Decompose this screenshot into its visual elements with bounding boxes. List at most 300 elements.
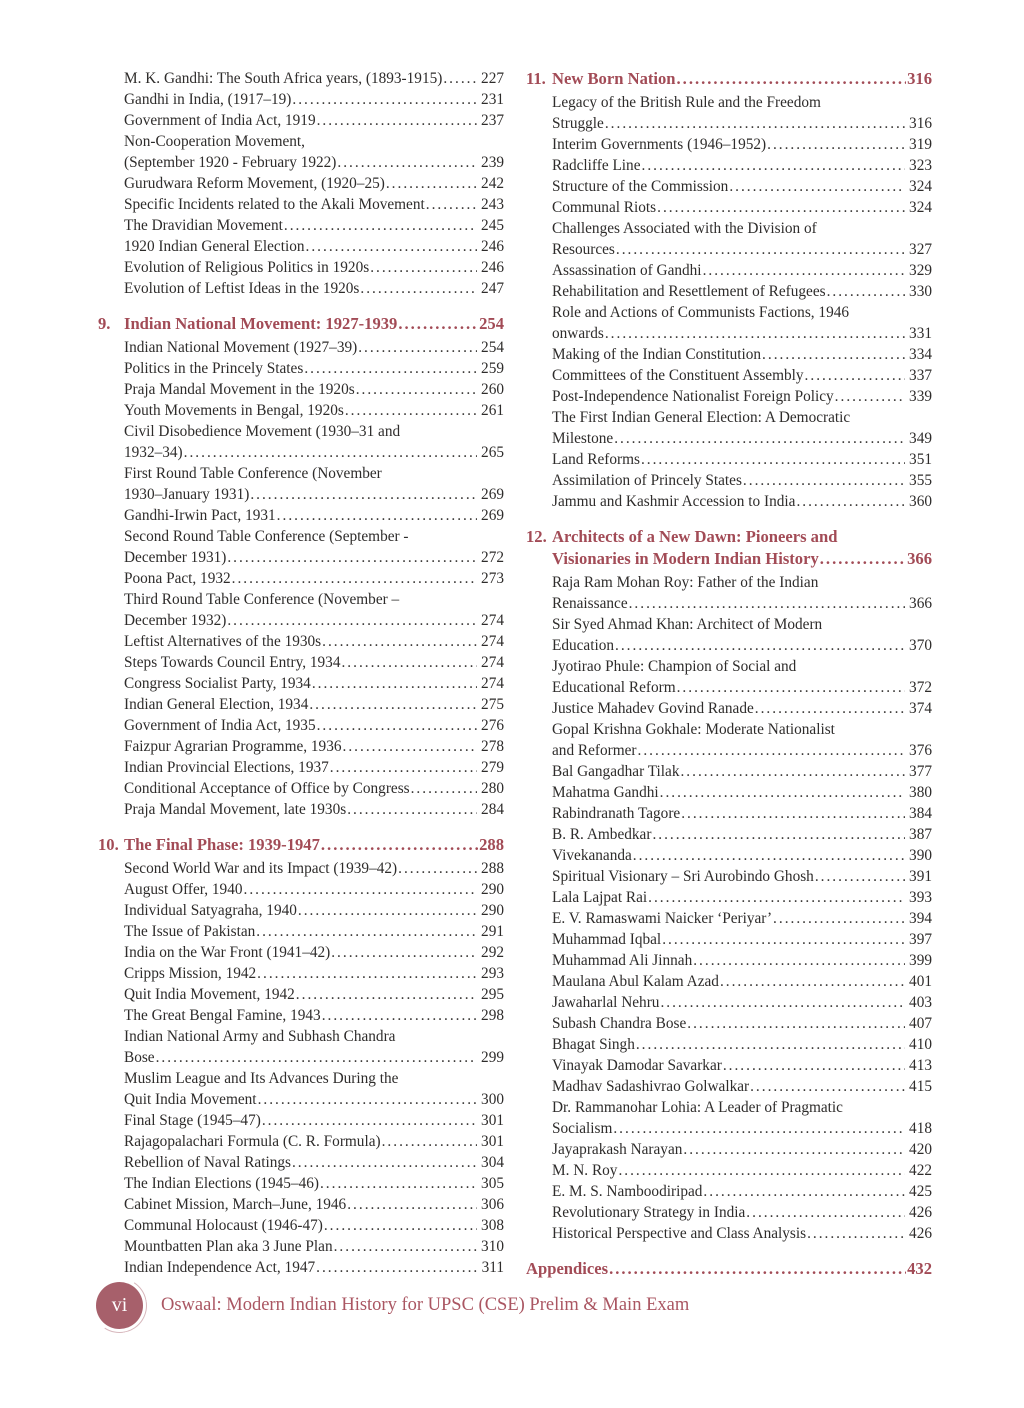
toc-line: [124, 942, 504, 963]
toc-page-number: 269: [481, 486, 504, 503]
toc-line: [124, 652, 504, 673]
toc-page-number: 355: [909, 472, 932, 489]
toc-page-number: 391: [909, 868, 932, 885]
toc-entry-text: Resources: [552, 241, 615, 258]
toc-entry: [124, 715, 504, 736]
dot-leader: [642, 155, 906, 176]
dot-leader: [807, 1223, 905, 1244]
toc-line: [552, 908, 932, 929]
toc-section-entries: [552, 92, 932, 512]
toc-page-number: 295: [481, 986, 504, 1003]
toc-entry: [124, 194, 504, 215]
toc-page-number: 407: [909, 1015, 932, 1032]
toc-page-number: 339: [909, 388, 932, 405]
toc-entry: [552, 803, 932, 824]
toc-entry-text: Indian National Movement: 1927-1939: [124, 314, 398, 333]
toc-page-number: 366: [909, 595, 932, 612]
toc-line: [552, 1013, 932, 1034]
toc-entry-text: Appendices: [526, 1259, 609, 1278]
toc-section-heading: [526, 526, 932, 570]
toc-entry: [124, 694, 504, 715]
dot-leader: [638, 740, 905, 761]
toc-entry-text: Rebellion of Naval Ratings: [124, 1154, 291, 1171]
toc-entry: [124, 400, 504, 421]
toc-line: [552, 176, 932, 197]
toc-line: [552, 698, 932, 719]
toc-line: [124, 1047, 504, 1068]
toc-line: [552, 614, 932, 635]
dot-leader: [343, 736, 477, 757]
toc-entry-text: Legacy of the British Rule and the Freedom: [552, 94, 821, 111]
toc-entry: [124, 215, 504, 236]
dot-leader: [618, 1160, 905, 1181]
toc-entry: [124, 1005, 504, 1026]
toc-entry: [552, 761, 932, 782]
toc-entry-text: New Born Nation: [552, 69, 676, 88]
toc-line: [124, 1131, 504, 1152]
toc-entry-text: Radcliffe Line: [552, 157, 641, 174]
toc-entry-text: Muhammad Ali Jinnah: [552, 952, 693, 969]
toc-entry: [124, 173, 504, 194]
toc-line: [552, 845, 932, 866]
toc-line: [124, 236, 504, 257]
toc-entry: [552, 365, 932, 386]
toc-entry: [552, 1139, 932, 1160]
toc-entry-text: Interim Governments (1946–1952): [552, 136, 767, 153]
toc-page-number: 254: [479, 314, 504, 333]
toc-entry-text: The Issue of Pakistan: [124, 923, 256, 940]
toc-page-number: 308: [481, 1217, 504, 1234]
toc-page-number: 390: [909, 847, 932, 864]
toc-entry: [124, 568, 504, 589]
toc-entry-text: Quit India Movement, 1942: [124, 986, 295, 1003]
toc-line: [552, 197, 932, 218]
toc-page-number: 300: [481, 1091, 504, 1108]
toc-line: [124, 834, 504, 856]
toc-entry-text: 1930–January 1931): [124, 486, 250, 503]
dot-leader: [184, 442, 477, 463]
toc-line: [552, 782, 932, 803]
toc-line: [552, 1034, 932, 1055]
toc-entry: [552, 992, 932, 1013]
toc-entry: [124, 1173, 504, 1194]
toc-line: [526, 1258, 932, 1280]
toc-page-number: 376: [909, 742, 932, 759]
toc-entry-text: First Round Table Conference (November: [124, 465, 382, 482]
toc-entry-text: Congress Socialist Party, 1934: [124, 675, 311, 692]
toc-line: [552, 719, 932, 740]
toc-page-number: 299: [481, 1049, 504, 1066]
toc-entry: [124, 526, 504, 568]
toc-entry-text: Specific Incidents related to the Akali Movement: [124, 196, 425, 213]
dot-leader: [746, 1202, 905, 1223]
toc-entry-text: Assimilation of Princely States: [552, 472, 742, 489]
dot-leader: [835, 386, 905, 407]
toc-entry: [552, 845, 932, 866]
toc-line: [124, 400, 504, 421]
dot-leader: [677, 677, 905, 698]
dot-leader: [320, 1173, 477, 1194]
toc-line: [552, 386, 932, 407]
toc-line: [124, 379, 504, 400]
toc-line: [552, 428, 932, 449]
toc-entry-text: Land Reforms: [552, 451, 640, 468]
toc-entry-text: Cripps Mission, 1942: [124, 965, 257, 982]
toc-entry: [124, 1215, 504, 1236]
dot-leader: [773, 908, 905, 929]
toc-line: [124, 1089, 504, 1110]
toc-entry: [552, 908, 932, 929]
toc-entry: [124, 858, 504, 879]
toc-entry-text: Final Stage (1945–47): [124, 1112, 261, 1129]
toc-entry-text: Indian National Movement (1927–39): [124, 339, 358, 356]
toc-page-number: 290: [481, 902, 504, 919]
toc-page-number: 366: [907, 549, 932, 568]
toc-page-number: 259: [481, 360, 504, 377]
dot-leader: [411, 778, 477, 799]
toc-entry: [552, 971, 932, 992]
dot-leader: [156, 1047, 477, 1068]
toc-section-heading: [526, 68, 932, 90]
toc-entry-text: Evolution of Leftist Ideas in the 1920s: [124, 280, 360, 297]
toc-line: [552, 656, 932, 677]
toc-section-title: [552, 68, 932, 90]
toc-entry-text: Cabinet Mission, March–June, 1946: [124, 1196, 347, 1213]
toc-entry-text: Role and Actions of Communists Factions, 1946: [552, 304, 850, 321]
dot-leader: [386, 173, 477, 194]
toc-entry-text: Vinayak Damodar Savarkar: [552, 1057, 722, 1074]
dot-leader: [284, 215, 477, 236]
dot-leader: [321, 834, 478, 856]
toc-entry: [124, 257, 504, 278]
toc-entry-text: Educational Reform: [552, 679, 676, 696]
toc-entry-text: Socialism: [552, 1120, 613, 1137]
dot-leader: [827, 281, 905, 302]
dot-leader: [382, 1131, 477, 1152]
dot-leader: [292, 1152, 477, 1173]
toc-section-heading: [526, 1258, 932, 1280]
toc-page-number: 374: [909, 700, 932, 717]
toc-line: [124, 921, 504, 942]
toc-entry: [124, 89, 504, 110]
toc-page-number: 292: [481, 944, 504, 961]
dot-leader: [292, 89, 477, 110]
toc-page-number: 280: [481, 780, 504, 797]
toc-line: [552, 593, 932, 614]
toc-page-number: 316: [907, 69, 932, 88]
toc-page-number: 394: [909, 910, 932, 927]
toc-section-title: [526, 1258, 932, 1280]
dot-leader: [298, 900, 477, 921]
dot-leader: [443, 68, 477, 89]
dot-leader: [633, 845, 905, 866]
toc-entry-text: Mountbatten Plan aka 3 June Plan: [124, 1238, 333, 1255]
toc-entry-text: Indian Provincial Elections, 1937: [124, 759, 329, 776]
toc-entry-text: Faizpur Agrarian Programme, 1936: [124, 738, 342, 755]
dot-leader: [743, 470, 905, 491]
dot-leader: [657, 197, 905, 218]
toc-entry-text: Challenges Associated with the Division of: [552, 220, 817, 237]
toc-page-number: 301: [481, 1133, 504, 1150]
toc-entry-text: Struggle: [552, 115, 604, 132]
toc-entry: [552, 1034, 932, 1055]
toc-line: [552, 134, 932, 155]
toc-section: [98, 834, 504, 1278]
toc-section-heading: [98, 313, 504, 335]
toc-page-number: 370: [909, 637, 932, 654]
toc-entry: [552, 197, 932, 218]
toc-entry-text: Spiritual Visionary – Sri Aurobindo Ghosh: [552, 868, 814, 885]
toc-entry: [552, 281, 932, 302]
toc-entry-text: Jammu and Kashmir Accession to India: [552, 493, 796, 510]
toc-entry-text: Government of India Act, 1935: [124, 717, 316, 734]
toc-entry-text: Historical Perspective and Class Analysis: [552, 1225, 807, 1242]
toc-entry: [124, 879, 504, 900]
toc-entry: [552, 698, 932, 719]
toc-line: [552, 1139, 932, 1160]
toc-entry: [552, 470, 932, 491]
toc-entry: [124, 942, 504, 963]
toc-section-title: [124, 834, 504, 856]
toc-entry: [124, 1026, 504, 1068]
toc-entry: [552, 176, 932, 197]
toc-line: [124, 778, 504, 799]
toc-entry: [124, 963, 504, 984]
toc-page-number: 324: [909, 178, 932, 195]
toc-line: [124, 442, 504, 463]
toc-section-number: 11.: [526, 69, 546, 88]
toc-entry-text: Communal Holocaust (1946-47): [124, 1217, 323, 1234]
toc-page-number: 349: [909, 430, 932, 447]
toc-line: [552, 1055, 932, 1076]
dot-leader: [360, 278, 477, 299]
dot-leader: [616, 239, 905, 260]
dot-leader: [322, 1005, 477, 1026]
toc-entry: [124, 1236, 504, 1257]
dot-leader: [324, 1215, 477, 1236]
toc-columns: [98, 68, 932, 1282]
toc-line: [124, 1110, 504, 1131]
toc-page-number: 276: [481, 717, 504, 734]
toc-line: [552, 1160, 932, 1181]
toc-entry-text: Communal Riots: [552, 199, 657, 216]
dot-leader: [244, 879, 478, 900]
toc-page-number: 291: [481, 923, 504, 940]
dot-leader: [250, 484, 477, 505]
toc-line: [552, 887, 932, 908]
toc-line: [124, 194, 504, 215]
toc-line: [124, 1194, 504, 1215]
toc-line: [124, 568, 504, 589]
dot-leader: [677, 68, 906, 90]
toc-entry-text: Bhagat Singh: [552, 1036, 635, 1053]
toc-entry-text: Lala Lajpat Rai: [552, 889, 648, 906]
dot-leader: [316, 1257, 477, 1278]
toc-entry: [124, 358, 504, 379]
toc-line: [552, 740, 932, 761]
toc-page-number: 330: [909, 283, 932, 300]
toc-entry-text: Second World War and its Impact (1939–42): [124, 860, 398, 877]
toc-page-number: 274: [481, 633, 504, 650]
toc-line: [124, 589, 504, 610]
dot-leader: [337, 152, 477, 173]
toc-entry-text: Raja Ram Mohan Roy: Father of the Indian: [552, 574, 819, 591]
toc-page-number: 403: [909, 994, 932, 1011]
toc-line: [552, 635, 932, 656]
toc-entry-text: Poona Pact, 1932: [124, 570, 231, 587]
toc-entry-text: Indian Independence Act, 1947: [124, 1259, 316, 1276]
toc-entry-text: Muslim League and Its Advances During the: [124, 1070, 399, 1087]
toc-line: [124, 337, 504, 358]
toc-entry: [124, 589, 504, 631]
toc-entry: [124, 1131, 504, 1152]
toc-page-number: 298: [481, 1007, 504, 1024]
toc-entry-text: Government of India Act, 1919: [124, 112, 316, 129]
dot-leader: [345, 400, 477, 421]
toc-line: [552, 1076, 932, 1097]
toc-line: [552, 572, 932, 593]
toc-entry-text: Architects of a New Dawn: Pioneers and: [552, 527, 838, 546]
toc-entry-text: Steps Towards Council Entry, 1934: [124, 654, 341, 671]
toc-column-right: [526, 68, 932, 1282]
toc-line: [552, 491, 932, 512]
toc-line: [552, 929, 932, 950]
toc-line: [124, 1215, 504, 1236]
toc-entry-text: Vivekananda: [552, 847, 632, 864]
page-number: vi: [111, 1294, 128, 1316]
toc-page-number: 269: [481, 507, 504, 524]
toc-line: [124, 257, 504, 278]
toc-page-number: 310: [481, 1238, 504, 1255]
toc-page-number: 254: [481, 339, 504, 356]
toc-entry-text: Gandhi-Irwin Pact, 1931: [124, 507, 276, 524]
toc-line: [552, 950, 932, 971]
toc-page-number: 227: [481, 70, 504, 87]
dot-leader: [720, 971, 905, 992]
toc-page-number: 425: [909, 1183, 932, 1200]
toc-page-number: 301: [481, 1112, 504, 1129]
dot-leader: [641, 449, 905, 470]
toc-line: [552, 824, 932, 845]
toc-section: [98, 313, 504, 820]
toc-entry-text: Rajagopalachari Formula (C. R. Formula): [124, 1133, 381, 1150]
dot-leader: [703, 1181, 905, 1202]
page-footer: [96, 1282, 689, 1329]
toc-entry: [124, 337, 504, 358]
dot-leader: [660, 992, 905, 1013]
toc-page-number: 306: [481, 1196, 504, 1213]
toc-page-number: 305: [481, 1175, 504, 1192]
toc-page-number: 274: [481, 675, 504, 692]
toc-entry: [124, 757, 504, 778]
toc-entry: [552, 302, 932, 344]
toc-entry: [552, 824, 932, 845]
toc-line: [552, 470, 932, 491]
toc-section: [526, 68, 932, 512]
dot-leader: [629, 593, 905, 614]
dot-leader: [426, 194, 477, 215]
toc-entry: [552, 1055, 932, 1076]
toc-line: [124, 547, 504, 568]
toc-entry: [552, 491, 932, 512]
toc-page-number: 331: [909, 325, 932, 342]
toc-line: [124, 1173, 504, 1194]
toc-line: [124, 858, 504, 879]
toc-entry-text: Justice Mahadev Govind Ranade: [552, 700, 754, 717]
toc-line: [552, 992, 932, 1013]
toc-entry-text: Gandhi in India, (1917–19): [124, 91, 292, 108]
toc-line: [124, 984, 504, 1005]
toc-line: [552, 803, 932, 824]
toc-line: [124, 463, 504, 484]
toc-page-number: 293: [481, 965, 504, 982]
dot-leader: [277, 505, 477, 526]
toc-section: [526, 1258, 932, 1280]
toc-entry: [124, 652, 504, 673]
dot-leader: [605, 113, 905, 134]
dot-leader: [613, 1118, 905, 1139]
toc-page-number: 422: [909, 1162, 932, 1179]
toc-page-number: 247: [481, 280, 504, 297]
toc-page-number: 237: [481, 112, 504, 129]
toc-entry-text: Making of the Indian Constitution: [552, 346, 762, 363]
toc-line: [552, 449, 932, 470]
dot-leader: [660, 782, 905, 803]
toc-page-number: 311: [481, 1259, 504, 1276]
toc-line: [552, 407, 932, 428]
toc-entry: [552, 218, 932, 260]
toc-entry-text: The Indian Elections (1945–46): [124, 1175, 319, 1192]
toc-line: [124, 421, 504, 442]
toc-entry: [552, 719, 932, 761]
dot-leader: [306, 236, 477, 257]
toc-page-number: 327: [909, 241, 932, 258]
toc-entry-text: Jayaprakash Narayan: [552, 1141, 683, 1158]
toc-entry: [124, 421, 504, 463]
toc-entry: [124, 463, 504, 505]
toc-page-number: 261: [481, 402, 504, 419]
dot-leader: [615, 635, 905, 656]
toc-entry: [552, 1223, 932, 1244]
dot-leader: [347, 1194, 477, 1215]
toc-line: [124, 526, 504, 547]
toc-section-title: [124, 313, 504, 335]
toc-line: [124, 799, 504, 820]
toc-page-number: 372: [909, 679, 932, 696]
toc-section-entries: [552, 572, 932, 1244]
toc-entry: [552, 1013, 932, 1034]
toc-entry: [124, 110, 504, 131]
dot-leader: [227, 610, 477, 631]
dot-leader: [680, 761, 905, 782]
toc-line: [552, 1202, 932, 1223]
toc-line: [124, 484, 504, 505]
toc-entry-text: onwards: [552, 325, 604, 342]
toc-section: [526, 526, 932, 1244]
toc-entry: [124, 673, 504, 694]
toc-page-number: 426: [909, 1225, 932, 1242]
dot-leader: [693, 950, 905, 971]
toc-page-number: 360: [909, 493, 932, 510]
toc-entry-text: Visionaries in Modern Indian History: [552, 549, 819, 568]
dot-leader: [820, 548, 906, 570]
toc-page-number: 242: [481, 175, 504, 192]
toc-entry-text: Muhammad Iqbal: [552, 931, 662, 948]
toc-entry-text: Rehabilitation and Resettlement of Refugees: [552, 283, 826, 300]
page-number-badge: [96, 1282, 143, 1329]
dot-leader: [652, 824, 905, 845]
toc-page-number: 304: [481, 1154, 504, 1171]
